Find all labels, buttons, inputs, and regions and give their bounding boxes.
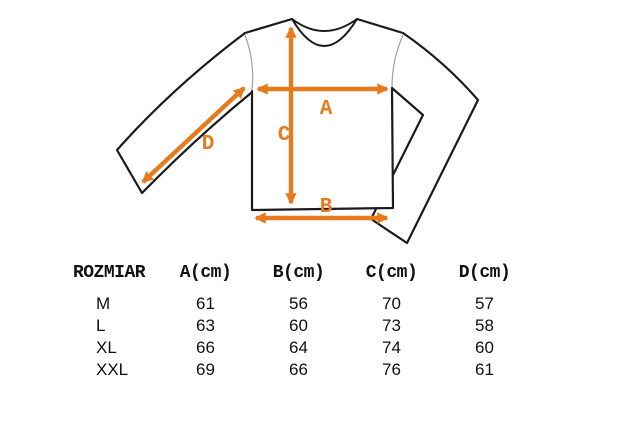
value-cell: 76	[382, 360, 401, 379]
value-cell: 60	[289, 316, 308, 335]
size-table	[59, 261, 531, 381]
value-cell: 63	[196, 316, 215, 335]
size-label: L	[96, 316, 106, 335]
value-cell: 56	[289, 294, 308, 313]
value-cell: 58	[475, 316, 494, 335]
measure-label-b: B	[319, 196, 333, 219]
left-sleeve	[117, 33, 251, 193]
col-header-b: B(cm)	[272, 263, 325, 283]
value-cell: 57	[475, 294, 494, 313]
col-header-a: A(cm)	[179, 263, 232, 283]
value-cell: 64	[289, 338, 308, 357]
value-cell: 60	[475, 338, 494, 357]
size-label: M	[96, 294, 111, 313]
value-cell: 61	[475, 360, 494, 379]
measure-label-d: D	[201, 133, 215, 156]
value-cell: 74	[382, 338, 401, 357]
measure-label-c: C	[277, 124, 291, 147]
measure-label-a: A	[319, 98, 333, 121]
value-cell: 66	[196, 338, 215, 357]
col-header-c: C(cm)	[365, 263, 418, 283]
size-label: XXL	[96, 360, 129, 379]
col-header-rozmiar: ROZMIAR	[72, 263, 146, 283]
value-cell: 66	[289, 360, 308, 379]
value-cell: 61	[196, 294, 215, 313]
col-header-d: D(cm)	[458, 263, 511, 283]
value-cell: 73	[382, 316, 401, 335]
size-label: XL	[96, 338, 117, 357]
value-cell: 69	[196, 360, 215, 379]
value-cell: 70	[382, 294, 401, 313]
